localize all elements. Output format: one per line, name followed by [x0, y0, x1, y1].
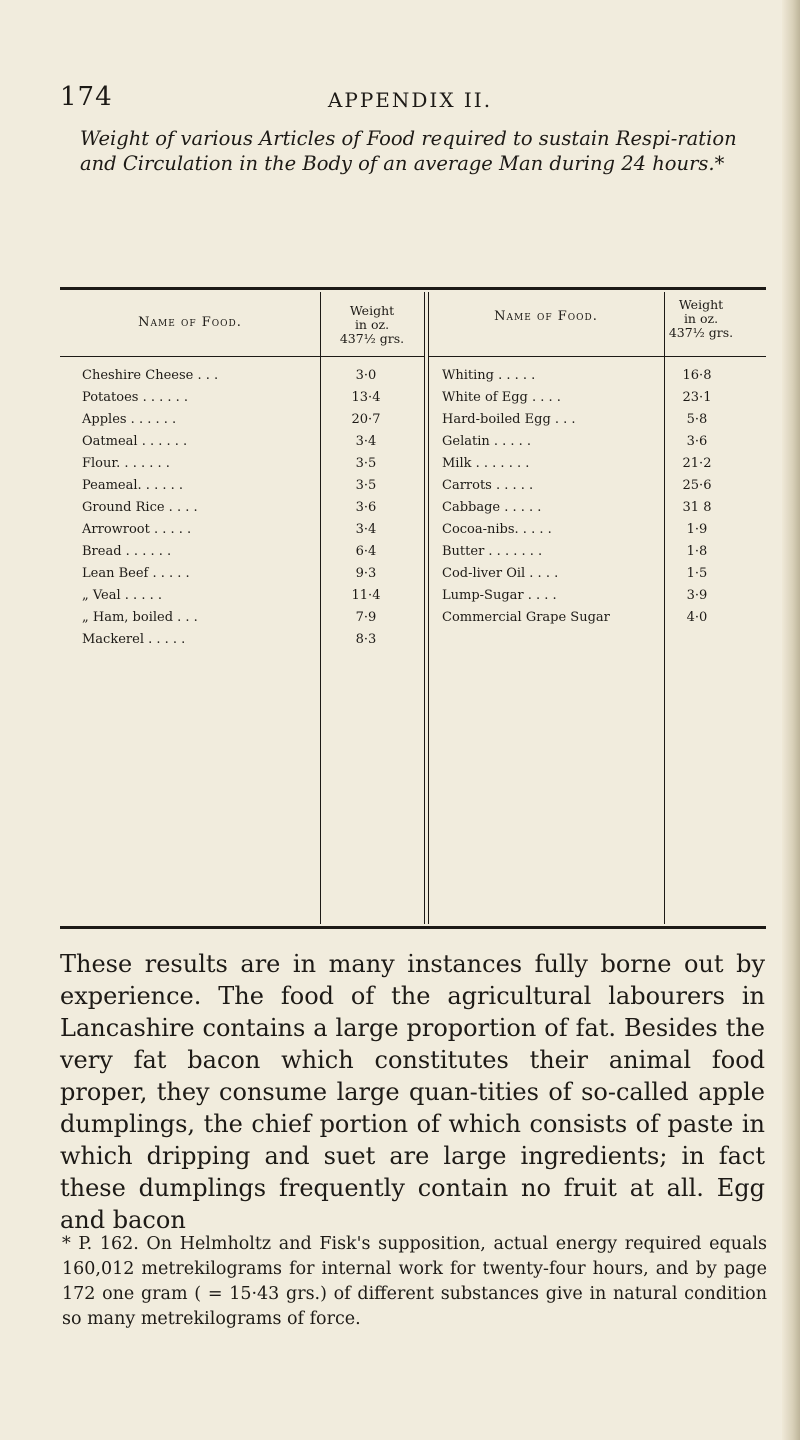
food-name: Carrots . . . . . [442, 478, 534, 493]
table-row [0, 496, 800, 518]
food-weight: 1·9 [686, 522, 708, 537]
weight-heading-line: 437½ grs. [339, 331, 405, 346]
food-name: Gelatin . . . . . [442, 434, 532, 449]
food-weight: 4·0 [686, 610, 708, 625]
footnote: * P. 162. On Helmholtz and Fisk's supposition, actual energy required equals 160,012 metrekilograms for internal work for twenty-four hours, and by page 172 one gram ( = 15·43 grs.) of different substances give in natural condition so many metrekilograms of force. [62, 1234, 767, 1329]
table-row [0, 540, 800, 562]
food-weight: 23·1 [682, 390, 712, 405]
food-weight: 3·6 [355, 500, 377, 515]
food-name: Bread . . . . . . [82, 544, 172, 559]
weight-heading-line: Weight [349, 303, 395, 318]
weight-heading-line: Weight [678, 297, 724, 312]
food-name: Cocoa-nibs. . . . . [442, 522, 552, 537]
food-name: „ Ham, boiled . . . [82, 610, 198, 625]
table-caption: Weight of various Articles of Food required to sustain Respi-ration and Circulation in the Body of an average Man during 24 hours.* [80, 127, 737, 175]
table-row [0, 606, 800, 628]
food-weight: 31 8 [682, 500, 712, 515]
food-name: Peameal. . . . . . [82, 478, 183, 493]
column-heading-weight-right [666, 298, 736, 340]
table-row [0, 386, 800, 408]
food-weight: 25·6 [682, 478, 712, 493]
food-name: Butter . . . . . . . [442, 544, 543, 559]
food-name: Arrowroot . . . . . [82, 522, 192, 537]
table-row [0, 364, 800, 386]
table-bottom-rule [60, 926, 766, 929]
header-underline-right [428, 356, 766, 357]
food-name: Flour. . . . . . . [82, 456, 170, 471]
weight-heading-line: in oz. [354, 317, 390, 332]
food-name: Mackerel . . . . . [82, 632, 186, 647]
food-name: Whiting . . . . . [442, 368, 536, 383]
food-weight: 1·5 [686, 566, 708, 581]
food-weight: 3·0 [355, 368, 377, 383]
column-heading-name-right: Name of Food. [494, 309, 598, 324]
column-heading-name-left: Name of Food. [138, 315, 242, 330]
table-row [0, 430, 800, 452]
table-row [0, 408, 800, 430]
column-heading-weight-left [322, 304, 422, 346]
weight-heading-line: 437½ grs. [668, 325, 734, 340]
food-weight: 3·5 [355, 456, 377, 471]
food-weight: 21·2 [682, 456, 712, 471]
food-weight: 3·9 [686, 588, 708, 603]
running-head: APPENDIX II. [327, 88, 493, 112]
page-header [60, 82, 760, 122]
table-row [0, 562, 800, 584]
body-paragraph: These results are in many instances fully borne out by experience. The food of the agricultural labourers in Lancashire contains a large proportion of fat. Besides the very fat bacon which constitutes their animal food proper, they consume large quan-tities of so-called apple dumplings, the chief portion of which consists of paste in which dripping and suet are large ingredients; in fact these dumplings frequently contain no fruit at all. Egg and bacon [60, 950, 765, 1234]
food-name: White of Egg . . . . [442, 390, 561, 405]
food-name: Apples . . . . . . [82, 412, 177, 427]
food-name: Hard-boiled Egg . . . [442, 412, 576, 427]
food-name: „ Veal . . . . . [82, 588, 162, 603]
food-weight: 13·4 [351, 390, 381, 405]
table-row [0, 474, 800, 496]
food-weight: 3·6 [686, 434, 708, 449]
food-weight: 3·5 [355, 478, 377, 493]
page-edge [782, 0, 800, 1440]
food-weight: 1·8 [686, 544, 708, 559]
table-row [0, 452, 800, 474]
food-weight: 16·8 [682, 368, 712, 383]
food-name: Cheshire Cheese . . . [82, 368, 219, 383]
food-weight: 7·9 [355, 610, 377, 625]
food-name: Milk . . . . . . . [442, 456, 530, 471]
table-row [0, 518, 800, 540]
food-weight: 5·8 [686, 412, 708, 427]
food-name: Cod-liver Oil . . . . [442, 566, 559, 581]
table-row [0, 628, 800, 650]
weight-heading-line: in oz. [683, 311, 719, 326]
table-row [0, 584, 800, 606]
food-weight: 9·3 [355, 566, 377, 581]
food-weight: 11·4 [351, 588, 381, 603]
food-weight: 6·4 [355, 544, 377, 559]
food-name: Potatoes . . . . . . [82, 390, 189, 405]
food-name: Lump-Sugar . . . . [442, 588, 557, 603]
food-weight: 3·4 [355, 434, 377, 449]
food-weight: 20·7 [351, 412, 381, 427]
header-underline-left [60, 356, 425, 357]
food-name: Ground Rice . . . . [82, 500, 198, 515]
food-name: Oatmeal . . . . . . [82, 434, 188, 449]
page-number: 174 [60, 82, 113, 112]
table-top-rule [60, 287, 766, 290]
food-name: Commercial Grape Sugar [442, 610, 610, 625]
food-name: Cabbage . . . . . [442, 500, 542, 515]
food-name: Lean Beef . . . . . [82, 566, 190, 581]
food-weight: 8·3 [355, 632, 377, 647]
food-weight: 3·4 [355, 522, 377, 537]
